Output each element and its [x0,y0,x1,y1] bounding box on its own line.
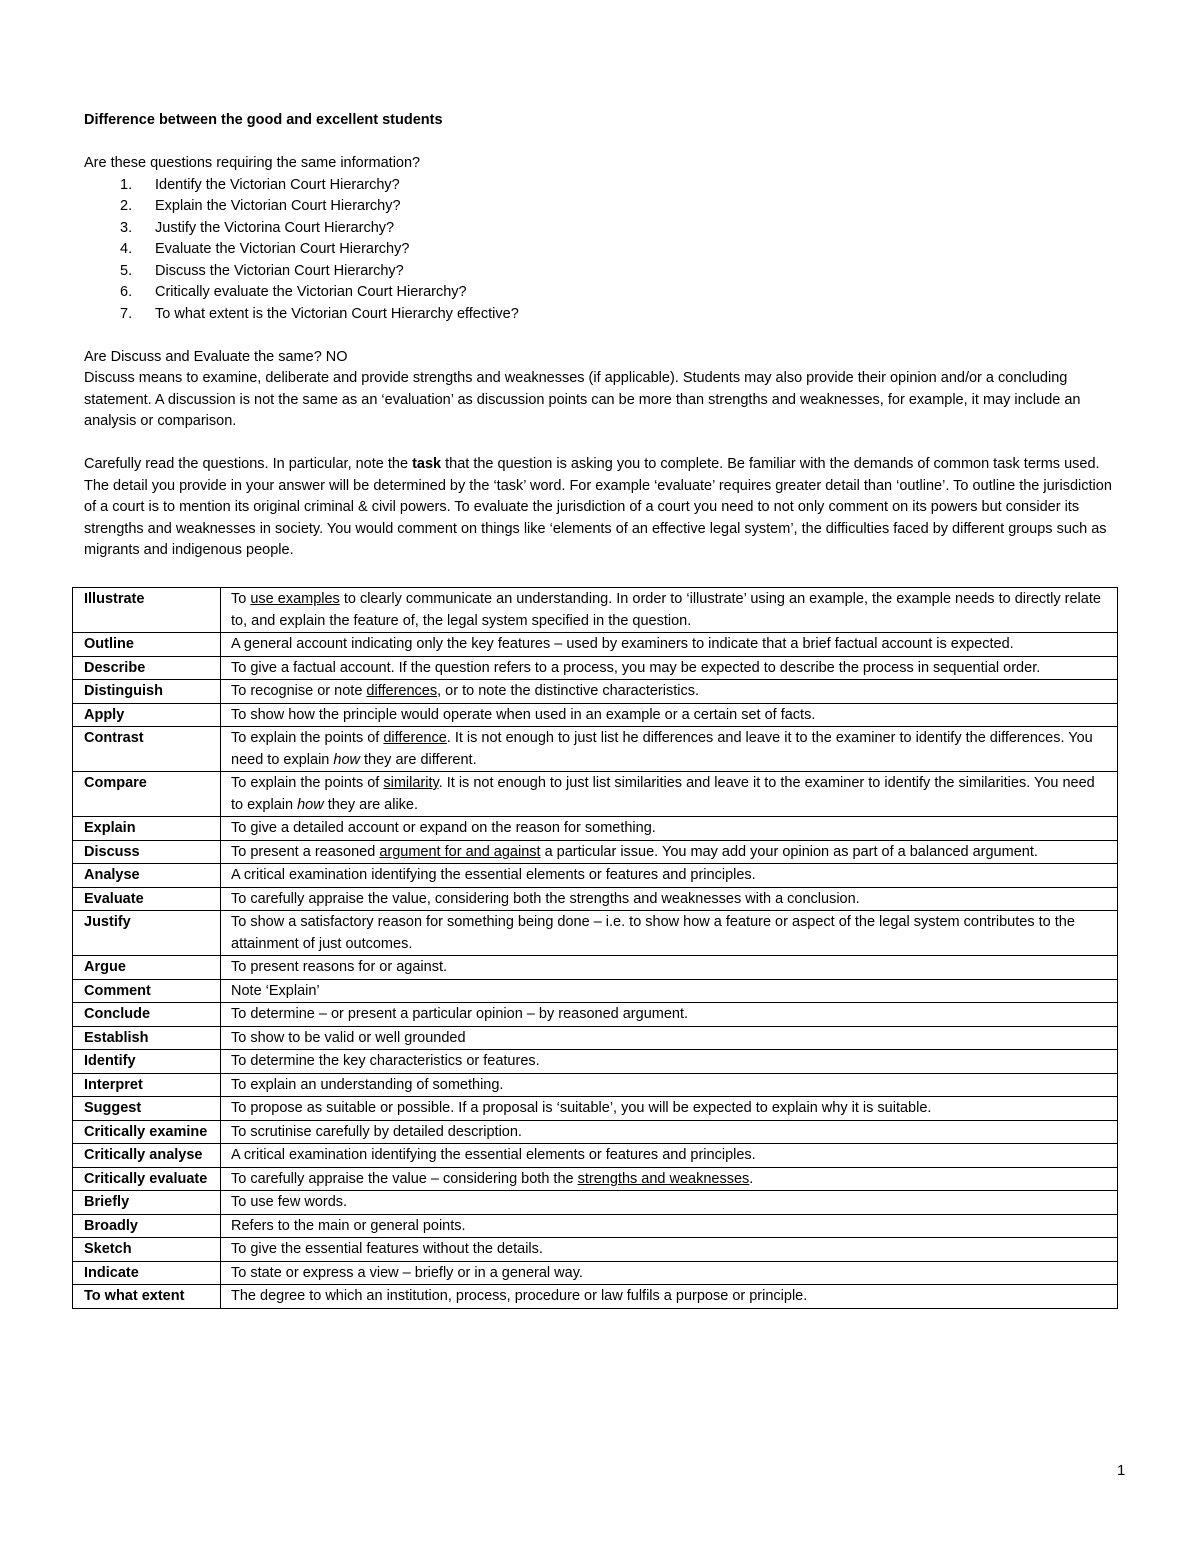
list-item: 4. Evaluate the Victorian Court Hierarchy? [120,241,410,257]
term-cell: Critically evaluate [73,1167,221,1191]
definition-text: To [231,591,251,607]
definition-cell [221,1191,1118,1215]
table-row [73,656,1118,680]
definition-cell [221,1214,1118,1238]
definition-text: how [297,796,324,813]
definition-cell [221,1144,1118,1168]
term-cell: Identify [73,1050,221,1074]
definition-text: strengths and weaknesses [577,1170,750,1187]
definition-text: Note ‘Explain’ [231,982,320,999]
table-row [73,1191,1118,1215]
definition-cell [221,1073,1118,1097]
table-row [73,1026,1118,1050]
term-cell: Indicate [73,1261,221,1285]
table-row [73,864,1118,888]
definition-text: similarity [383,775,439,791]
definition-text: To show a satisfactory reason for something being done – i.e. to show how a feature or aspect of the legal system contributes to the attainment of just outcomes. [231,914,1075,952]
list-item: 2. Explain the Victorian Court Hierarchy? [120,198,401,214]
list-item: 6. Critically evaluate the Victorian Court Hierarchy? [120,284,467,300]
list-item: 3. Justify the Victorina Court Hierarchy? [120,219,395,236]
term-cell: Critically analyse [73,1144,221,1168]
definition-text: To state or express a view – briefly or in a general way. [231,1264,583,1281]
table-row [73,956,1118,980]
spacer [84,132,1120,154]
definition-text: . It is not enough to just list similarities and leave it to the examiner to identify the similarities. You need to explain [231,775,1095,813]
term-cell: Critically examine [73,1120,221,1144]
term-cell: Suggest [73,1097,221,1121]
term-cell: Outline [73,633,221,657]
question-list [84,175,1120,326]
definition-text: argument for and against [379,843,541,860]
term-cell: Distinguish [73,680,221,704]
definition-cell [221,911,1118,956]
definition-text: they are alike. [323,796,419,813]
definition-text: To determine the key characteristics or features. [231,1053,540,1069]
definition-text: a particular issue. You may add your opinion as part of a balanced argument. [540,843,1038,860]
definition-text: To present a reasoned [231,843,380,860]
document-body [84,110,1120,562]
table-row [73,1073,1118,1097]
page-title: Difference between the good and excellent students [84,112,443,128]
term-cell: Briefly [73,1191,221,1215]
table-row [73,1120,1118,1144]
task-terms-table [72,587,1118,1309]
list-item: 7. To what extent is the Victorian Court Hierarchy effective? [120,305,519,322]
definition-cell [221,1026,1118,1050]
definition-text: To present reasons for or against. [231,959,448,975]
table-row [73,772,1118,817]
definition-text: The degree to which an institution, process, procedure or law fulfils a purpose or principle. [231,1288,808,1304]
definition-text: To recognise or note [231,683,367,699]
list-item: 1. Identify the Victorian Court Hierarchy? [120,176,400,193]
task-keyword: task [412,456,442,472]
definition-text: To show to be valid or well grounded [231,1029,466,1046]
spacer [84,325,1120,347]
definition-cell [221,956,1118,980]
spacer [84,433,1120,455]
definition-text: To determine – or present a particular opinion – by reasoned argument. [231,1006,689,1022]
definition-cell [221,1285,1118,1309]
definition-text: differences [366,683,438,699]
definition-text: To give a detailed account or expand on the reason for something. [231,820,656,836]
definition-cell [221,656,1118,680]
table-row [73,633,1118,657]
definition-text: To explain the points of [231,730,384,746]
table-row [73,911,1118,956]
definition-text: To use few words. [231,1194,348,1210]
definition-cell [221,680,1118,704]
table-row [73,703,1118,727]
task-paragraph: Carefully read the questions. In particular, note the task that the question is asking you to complete. Be familiar with the demands of common task terms used. The detail you provide in your answer will be determined by the ‘task’ word. For example ‘evaluate’ requires greater detail than ‘outline’. To outline the jurisdiction of a court is to mention its original criminal & civil powers. To evaluate the jurisdiction of a court you need to not only comment on its powers but consider its strengths and weaknesses in society. You would comment on things like ‘elements of an effective legal system’, the difficulties faced by different groups such as migrants and indigenous people. [84,456,1112,558]
definition-text: A critical examination identifying the essential elements or features and principles. [231,867,756,883]
table-row [73,887,1118,911]
definition-cell [221,633,1118,657]
definition-text: how [333,751,360,768]
term-cell: Analyse [73,864,221,888]
table-row [73,817,1118,841]
definition-text: to clearly communicate an understanding. In order to ‘illustrate’ using an example, the example needs to directly relate to, and explain the feature of, the legal system specified in the question. [231,591,1101,629]
definition-text: use examples [250,591,340,607]
term-cell: Discuss [73,840,221,864]
definition-cell [221,887,1118,911]
term-cell: Evaluate [73,887,221,911]
table-row [73,1003,1118,1027]
definition-cell [221,817,1118,841]
table-row [73,680,1118,704]
definition-cell [221,1261,1118,1285]
table-row [73,979,1118,1003]
table-row [73,840,1118,864]
term-cell: Illustrate [73,588,221,633]
definition-cell [221,1120,1118,1144]
discuss-question: Are Discuss and Evaluate the same? NO [84,348,348,365]
definition-cell [221,703,1118,727]
definition-text: To explain an understanding of something. [231,1076,504,1093]
definition-text: To carefully appraise the value, considering both the strengths and weaknesses with a conclusion. [231,890,860,907]
list-item: 5. Discuss the Victorian Court Hierarchy? [120,262,404,279]
term-cell: Argue [73,956,221,980]
term-cell: Conclude [73,1003,221,1027]
table-row [73,727,1118,772]
definition-text: To give a factual account. If the question refers to a process, you may be expected to describe the process in sequential order. [231,659,1041,676]
table-row [73,1144,1118,1168]
definition-text: To give the essential features without the details. [231,1241,543,1257]
discuss-paragraph: Discuss means to examine, deliberate and provide strengths and weaknesses (if applicable). Students may also provide their opinion and/or a concluding statement. A discussion is not the same as an ‘evaluation’ as discussion points can be more than strengths and weaknesses, for example, it may include an analysis or comparison. [84,370,1081,429]
definition-text: To carefully appraise the value – considering both the [231,1170,578,1187]
definition-text: , or to note the distinctive characteristics. [437,683,700,699]
definition-cell [221,588,1118,633]
table-row [73,1097,1118,1121]
definition-cell [221,1167,1118,1191]
definition-text: Refers to the main or general points. [231,1217,466,1234]
definition-cell [221,727,1118,772]
definition-text: To explain the points of [231,775,384,791]
term-cell: Establish [73,1026,221,1050]
term-cell: Justify [73,911,221,956]
definition-cell [221,1003,1118,1027]
term-cell: Compare [73,772,221,817]
term-cell: Explain [73,817,221,841]
table-row [73,1285,1118,1309]
definition-cell [221,979,1118,1003]
definition-text: A general account indicating only the key features – used by examiners to indicate that a brief factual account is expected. [231,636,1014,652]
definition-cell [221,1097,1118,1121]
definition-cell [221,772,1118,817]
page-number: 1 [1117,1462,1126,1479]
table-row [73,1050,1118,1074]
term-cell: Sketch [73,1238,221,1262]
term-cell: Describe [73,656,221,680]
definition-text: difference [383,730,447,746]
definition-cell [221,864,1118,888]
table-row [73,1214,1118,1238]
table-row [73,1167,1118,1191]
definition-cell [221,1238,1118,1262]
definition-text: A critical examination identifying the essential elements or features and principles. [231,1147,756,1163]
term-cell: Broadly [73,1214,221,1238]
question-intro: Are these questions requiring the same information? [84,155,421,171]
table-row [73,1238,1118,1262]
definition-text: they are different. [360,751,477,768]
terms-table-body [73,588,1118,1309]
definition-text: To propose as suitable or possible. If a proposal is ‘suitable’, you will be expected to explain why it is suitable. [231,1100,932,1116]
definition-text: . It is not enough to just list he differences and leave it to the examiner to identify the differences. You need to explain [231,730,1093,768]
definition-text: To show how the principle would operate when used in an example or a certain set of facts. [231,706,816,723]
term-cell: Interpret [73,1073,221,1097]
term-cell: Comment [73,979,221,1003]
table-row [73,1261,1118,1285]
definition-cell [221,1050,1118,1074]
table-row [73,588,1118,633]
term-cell: Contrast [73,727,221,772]
definition-cell [221,840,1118,864]
term-cell: Apply [73,703,221,727]
definition-text: . [749,1170,754,1187]
definition-text: To scrutinise carefully by detailed description. [231,1123,522,1140]
term-cell: To what extent [73,1285,221,1309]
